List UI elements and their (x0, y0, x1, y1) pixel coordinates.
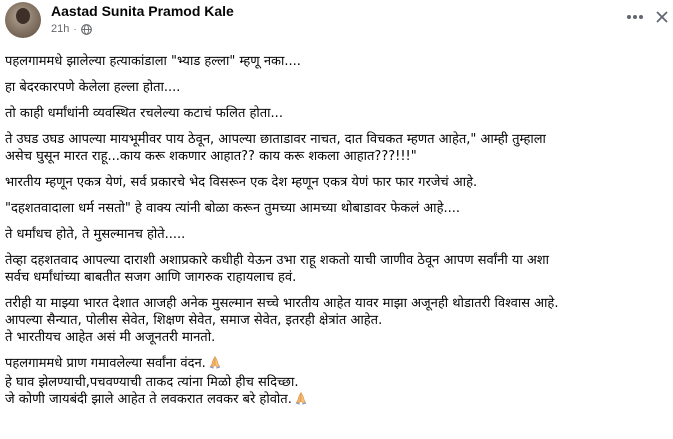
post-line (5, 174, 667, 191)
post-header (0, 0, 673, 42)
post-line (5, 131, 667, 148)
post-line-text: जे कोणी जायबंदी झाले आहेत ते लवकरात लवकर बरे होवोत. (5, 392, 292, 407)
post-line-text: तेव्हा दहशतवाद आपल्या दाराशी अशाप्रकारे कधीही येऊन उभा राहू शकतो याची जाणीव ठेवून आपण सर्वांनी या अशा (5, 253, 549, 268)
post-line (5, 295, 667, 312)
post-paragraph (5, 295, 667, 346)
post-line-text: आपल्या सैन्यात, पोलीस सेवेत, शिक्षण सेवेत, समाज सेवेत, इतरही क्षेत्रांत आहेत. (5, 313, 383, 328)
author-name[interactable]: Aastad Sunita Pramod Kale (51, 3, 234, 19)
post-line (5, 226, 667, 243)
post-paragraph (5, 174, 667, 191)
post-paragraph (5, 53, 667, 70)
post-paragraph (5, 105, 667, 122)
post-timestamp[interactable]: 21h (51, 23, 70, 35)
post-body (5, 53, 667, 419)
post-line (5, 53, 667, 70)
post-paragraph (5, 131, 667, 165)
post-line (5, 252, 667, 269)
post-line (5, 355, 667, 374)
post-line (5, 79, 667, 96)
post-line-text: सर्वच धर्मांधांच्या बाबतीत सजग आणि जागरुक राहायलाच हवं. (5, 270, 297, 285)
post-line-text: तो काही धर्मांधांनी व्यवस्थित रचलेल्या कटाचं फलित होता... (5, 106, 283, 121)
post-line-text: ते भारतीयच आहेत असं मी अजूनतरी मानतो. (5, 330, 216, 345)
post-line-text: "दहशतवादाला धर्म नसतो" हे वाक्य त्यांनी बोळा करून तुमच्या आमच्या थोबाडावर फेकलं आहे.... (5, 201, 461, 216)
avatar[interactable] (5, 2, 41, 38)
post-line-text: पहलगाममधे प्राण गमावलेल्या सर्वांना वंदन. (5, 356, 206, 371)
post-line (5, 105, 667, 122)
post-paragraph (5, 200, 667, 217)
post-line (5, 329, 667, 346)
post-line-text: हा बेदरकारपणे केलेला हल्ला होता.... (5, 80, 181, 95)
post-paragraph (5, 226, 667, 243)
post-meta (51, 23, 92, 35)
post-line-text: भारतीय म्हणून एकत्र येणं, सर्व प्रकारचे भेद विसरून एक देश म्हणून एकत्र येणं फार फार गरजेचं आहे. (5, 175, 478, 190)
folded-hands-emoji-icon (208, 355, 222, 374)
post-line (5, 200, 667, 217)
post-line (5, 269, 667, 286)
post-line (5, 312, 667, 329)
post-paragraph (5, 355, 667, 410)
post-line-text: पहलगाममधे झालेल्या हत्याकांडाला "भ्याड हल्ला" म्हणू नका.... (5, 54, 301, 69)
post-line-text: असेच घुसून मारत राहू...काय करू शकणार आहात?? काय करू शकला आहात???!!!" (5, 149, 417, 164)
post-line (5, 391, 667, 410)
post-line-text: ते धर्मांधच होते, ते मुसल्मानच होते..... (5, 227, 186, 242)
post-line-text: तरीही या माझ्या भारत देशात आजही अनेक मुसल्मान सच्चे भारतीय आहेत यावर माझा अजूनही थोडातरी विश्वास आहे. (5, 296, 559, 311)
post-line-text: ते उघड उघड आपल्या मायभूमीवर पाय ठेवून, आपल्या छाताडावर नाचत, दात विचकत म्हणत आहेत," आम्ही तुम्हाला (5, 132, 546, 147)
folded-hands-emoji-icon (294, 391, 308, 410)
close-icon[interactable] (652, 3, 672, 31)
meta-separator: · (73, 23, 77, 35)
post-paragraph (5, 252, 667, 286)
globe-icon[interactable] (81, 24, 92, 35)
post-line (5, 374, 667, 391)
post-line (5, 148, 667, 165)
more-options-icon[interactable] (621, 3, 649, 31)
post-line-text: हे घाव झेलण्याची,पचवण्याची ताकद त्यांना मिळो हीच सदिच्छा. (5, 375, 299, 390)
post-paragraph (5, 79, 667, 96)
